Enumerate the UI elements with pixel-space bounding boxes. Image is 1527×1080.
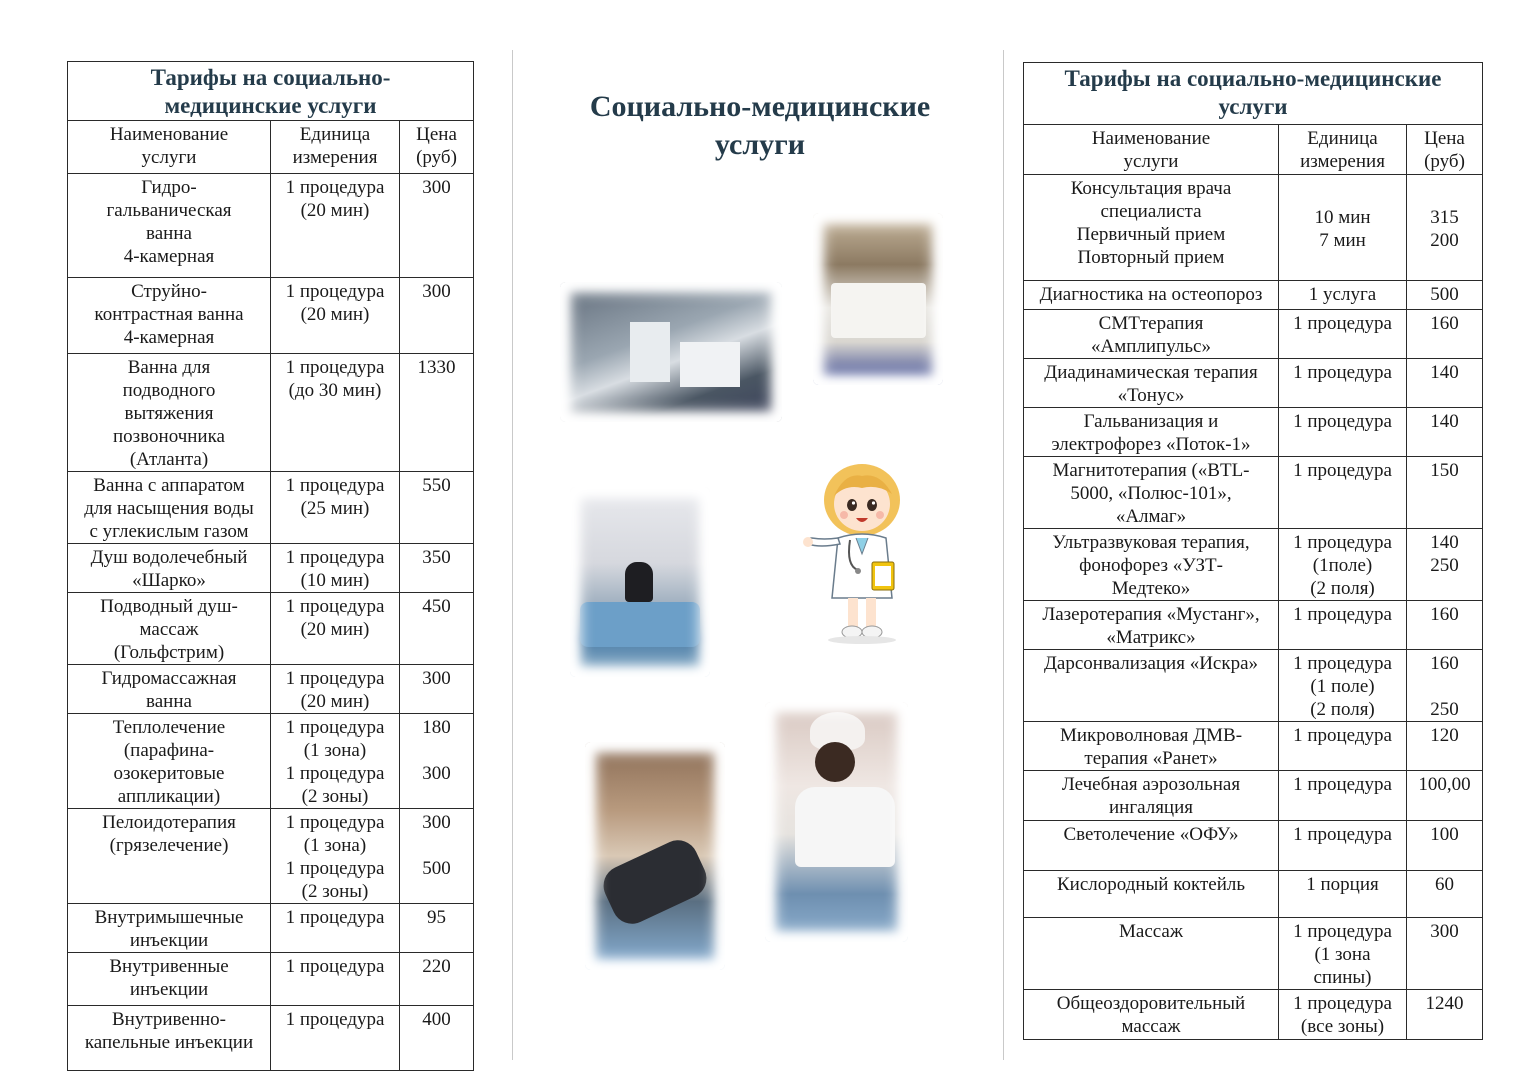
service-name: Консультация врача специалиста Первичный прием Повторный прием [1024,175,1279,281]
service-price: 300 [400,174,474,278]
table-row [1024,650,1483,722]
service-unit: 1 процедура [1279,359,1407,408]
service-unit: 1 процедура (1 зона спины) [1279,918,1407,990]
service-price: 1330 [400,354,474,472]
table-row [1024,771,1483,821]
table-row [68,809,474,904]
table-row [68,904,474,953]
service-price: 160 [1407,310,1483,359]
table-row [1024,359,1483,408]
left-table-title: Тарифы на социально- медицинские услуги [68,62,474,121]
service-price: 180 300 [400,714,474,809]
right-header-price: Цена (руб) [1407,125,1483,175]
service-unit: 1 порция [1279,871,1407,918]
table-row [1024,990,1483,1040]
service-price: 1240 [1407,990,1483,1040]
right-tariff-table [1023,62,1483,1040]
service-unit: 1 процедура [271,1006,400,1071]
service-price: 150 [1407,457,1483,529]
photo-four-chamber-baths [813,213,943,385]
table-row [68,544,474,593]
photo-detail [795,787,895,867]
service-price: 160 250 [1407,650,1483,722]
table-row [68,472,474,544]
service-name: Струйно- контрастная ванна 4-камерная [68,278,271,354]
service-name: Массаж [1024,918,1279,990]
service-price: 95 [400,904,474,953]
service-price: 220 [400,953,474,1006]
service-name: Пелоидотерапия (грязелечение) [68,809,271,904]
service-unit: 1 процедура (1поле) (2 поля) [1279,529,1407,601]
service-name: Ванна с аппаратом для насыщения воды с углекислым газом [68,472,271,544]
photo-detail [831,283,926,338]
service-name: Лазеротерапия «Мустанг», «Матрикс» [1024,601,1279,650]
table-row [68,278,474,354]
table-row [68,1006,474,1071]
service-price: 160 [1407,601,1483,650]
service-unit: 1 процедура (20 мин) [271,593,400,665]
service-unit: 1 процедура (25 мин) [271,472,400,544]
service-unit: 1 процедура [1279,310,1407,359]
service-unit: 1 услуга [1279,281,1407,310]
table-row [1024,918,1483,990]
service-unit: 10 мин 7 мин [1279,175,1407,281]
service-name: Гальванизация и электрофорез «Поток-1» [1024,408,1279,457]
service-name: Внутримышечные инъекции [68,904,271,953]
photo-detail [580,602,700,647]
service-name: Общеоздоровительный массаж [1024,990,1279,1040]
left-tariff-table [67,61,474,1071]
service-name: Лечебная аэрозольная ингаляция [1024,771,1279,821]
service-unit: 1 процедура (до 30 мин) [271,354,400,472]
table-row [1024,871,1483,918]
photo-detail [597,834,713,931]
service-name: Гидромассажная ванна [68,665,271,714]
service-unit: 1 процедура (20 мин) [271,278,400,354]
service-price: 60 [1407,871,1483,918]
service-name: Диагностика на остеопороз [1024,281,1279,310]
service-unit: 1 процедура (1 зона) 1 процедура (2 зоны) [271,809,400,904]
table-row [68,953,474,1006]
service-name: Магнитотерапия («BTL- 5000, «Полюс-101», «Алмаг» [1024,457,1279,529]
service-name: Микроволновая ДМВ- терапия «Ранет» [1024,722,1279,771]
service-unit: 1 процедура [1279,408,1407,457]
service-name: Светолечение «ОФУ» [1024,821,1279,871]
left-header-price: Цена (руб) [400,121,474,174]
table-row [1024,722,1483,771]
service-name: Кислородный коктейль [1024,871,1279,918]
service-unit: 1 процедура (20 мин) [271,665,400,714]
service-unit: 1 процедура [271,953,400,1006]
table-row [1024,601,1483,650]
service-unit: 1 процедура (1 поле) (2 поля) [1279,650,1407,722]
photo-detail [810,712,865,750]
service-price: 140 250 [1407,529,1483,601]
service-unit: 1 процедура [1279,457,1407,529]
service-unit: 1 процедура [1279,601,1407,650]
left-header-name: Наименование услуги [68,121,271,174]
service-name: Внутривенно- капельные инъекции [68,1006,271,1071]
photo-massage-session [570,487,710,677]
service-name: Внутривенные инъекции [68,953,271,1006]
service-unit: 1 процедура (10 мин) [271,544,400,593]
service-price: 100,00 [1407,771,1483,821]
table-row [68,665,474,714]
service-price: 300 500 [400,809,474,904]
table-row [1024,175,1483,281]
service-unit: 1 процедура (20 мин) [271,174,400,278]
center-title: Социально-медицинские услуги [589,90,931,161]
service-name: Ультразвуковая терапия, фонофорез «УЗТ- Медтеко» [1024,529,1279,601]
doctor-cartoon-illustration [800,458,920,648]
photo-detail [680,342,740,387]
service-price: 300 [1407,918,1483,990]
service-name: Ванна для подводного вытяжения позвоночника (Атланта) [68,354,271,472]
photo-hydrotherapy-room [560,282,782,422]
service-price: 315 200 [1407,175,1483,281]
photo-electrotherapy-session [585,742,725,970]
table-row [1024,457,1483,529]
left-header-unit: Единица измерения [271,121,400,174]
service-unit: 1 процедура (все зоны) [1279,990,1407,1040]
table-row [1024,281,1483,310]
service-name: СМТтерапия «Амплипульс» [1024,310,1279,359]
service-unit: 1 процедура [1279,771,1407,821]
service-price: 300 [400,665,474,714]
table-row [68,354,474,472]
service-price: 120 [1407,722,1483,771]
table-row [1024,529,1483,601]
service-price: 140 [1407,408,1483,457]
right-header-unit: Единица измерения [1279,125,1407,175]
service-name: Дарсонвализация «Искра» [1024,650,1279,722]
service-name: Гидро- гальваническая ванна 4-камерная [68,174,271,278]
photo-detail [625,562,653,602]
right-table-title: Тарифы на социально-медицинские услуги [1024,63,1483,125]
service-name: Диадинамическая терапия «Тонус» [1024,359,1279,408]
table-row [68,593,474,665]
table-row [1024,310,1483,359]
service-price: 300 [400,278,474,354]
table-row [1024,821,1483,871]
service-price: 550 [400,472,474,544]
table-row [1024,408,1483,457]
photo-detail [630,322,670,382]
fold-line-right [1003,50,1004,1060]
table-row [68,714,474,809]
service-price: 500 [1407,281,1483,310]
table-row [68,174,474,278]
right-header-name: Наименование услуги [1024,125,1279,175]
service-price: 400 [400,1006,474,1071]
photo-nurse-procedure [765,702,908,942]
fold-line-left [512,50,513,1060]
photo-detail [815,742,855,782]
service-price: 450 [400,593,474,665]
service-unit: 1 процедура (1 зона) 1 процедура (2 зоны) [271,714,400,809]
service-name: Теплолечение (парафина- озокеритовые аппликации) [68,714,271,809]
service-price: 350 [400,544,474,593]
service-name: Подводный душ- массаж (Гольфстрим) [68,593,271,665]
service-price: 140 [1407,359,1483,408]
service-unit: 1 процедура [1279,821,1407,871]
service-price: 100 [1407,821,1483,871]
service-unit: 1 процедура [1279,722,1407,771]
service-name: Душ водолечебный «Шарко» [68,544,271,593]
service-unit: 1 процедура [271,904,400,953]
